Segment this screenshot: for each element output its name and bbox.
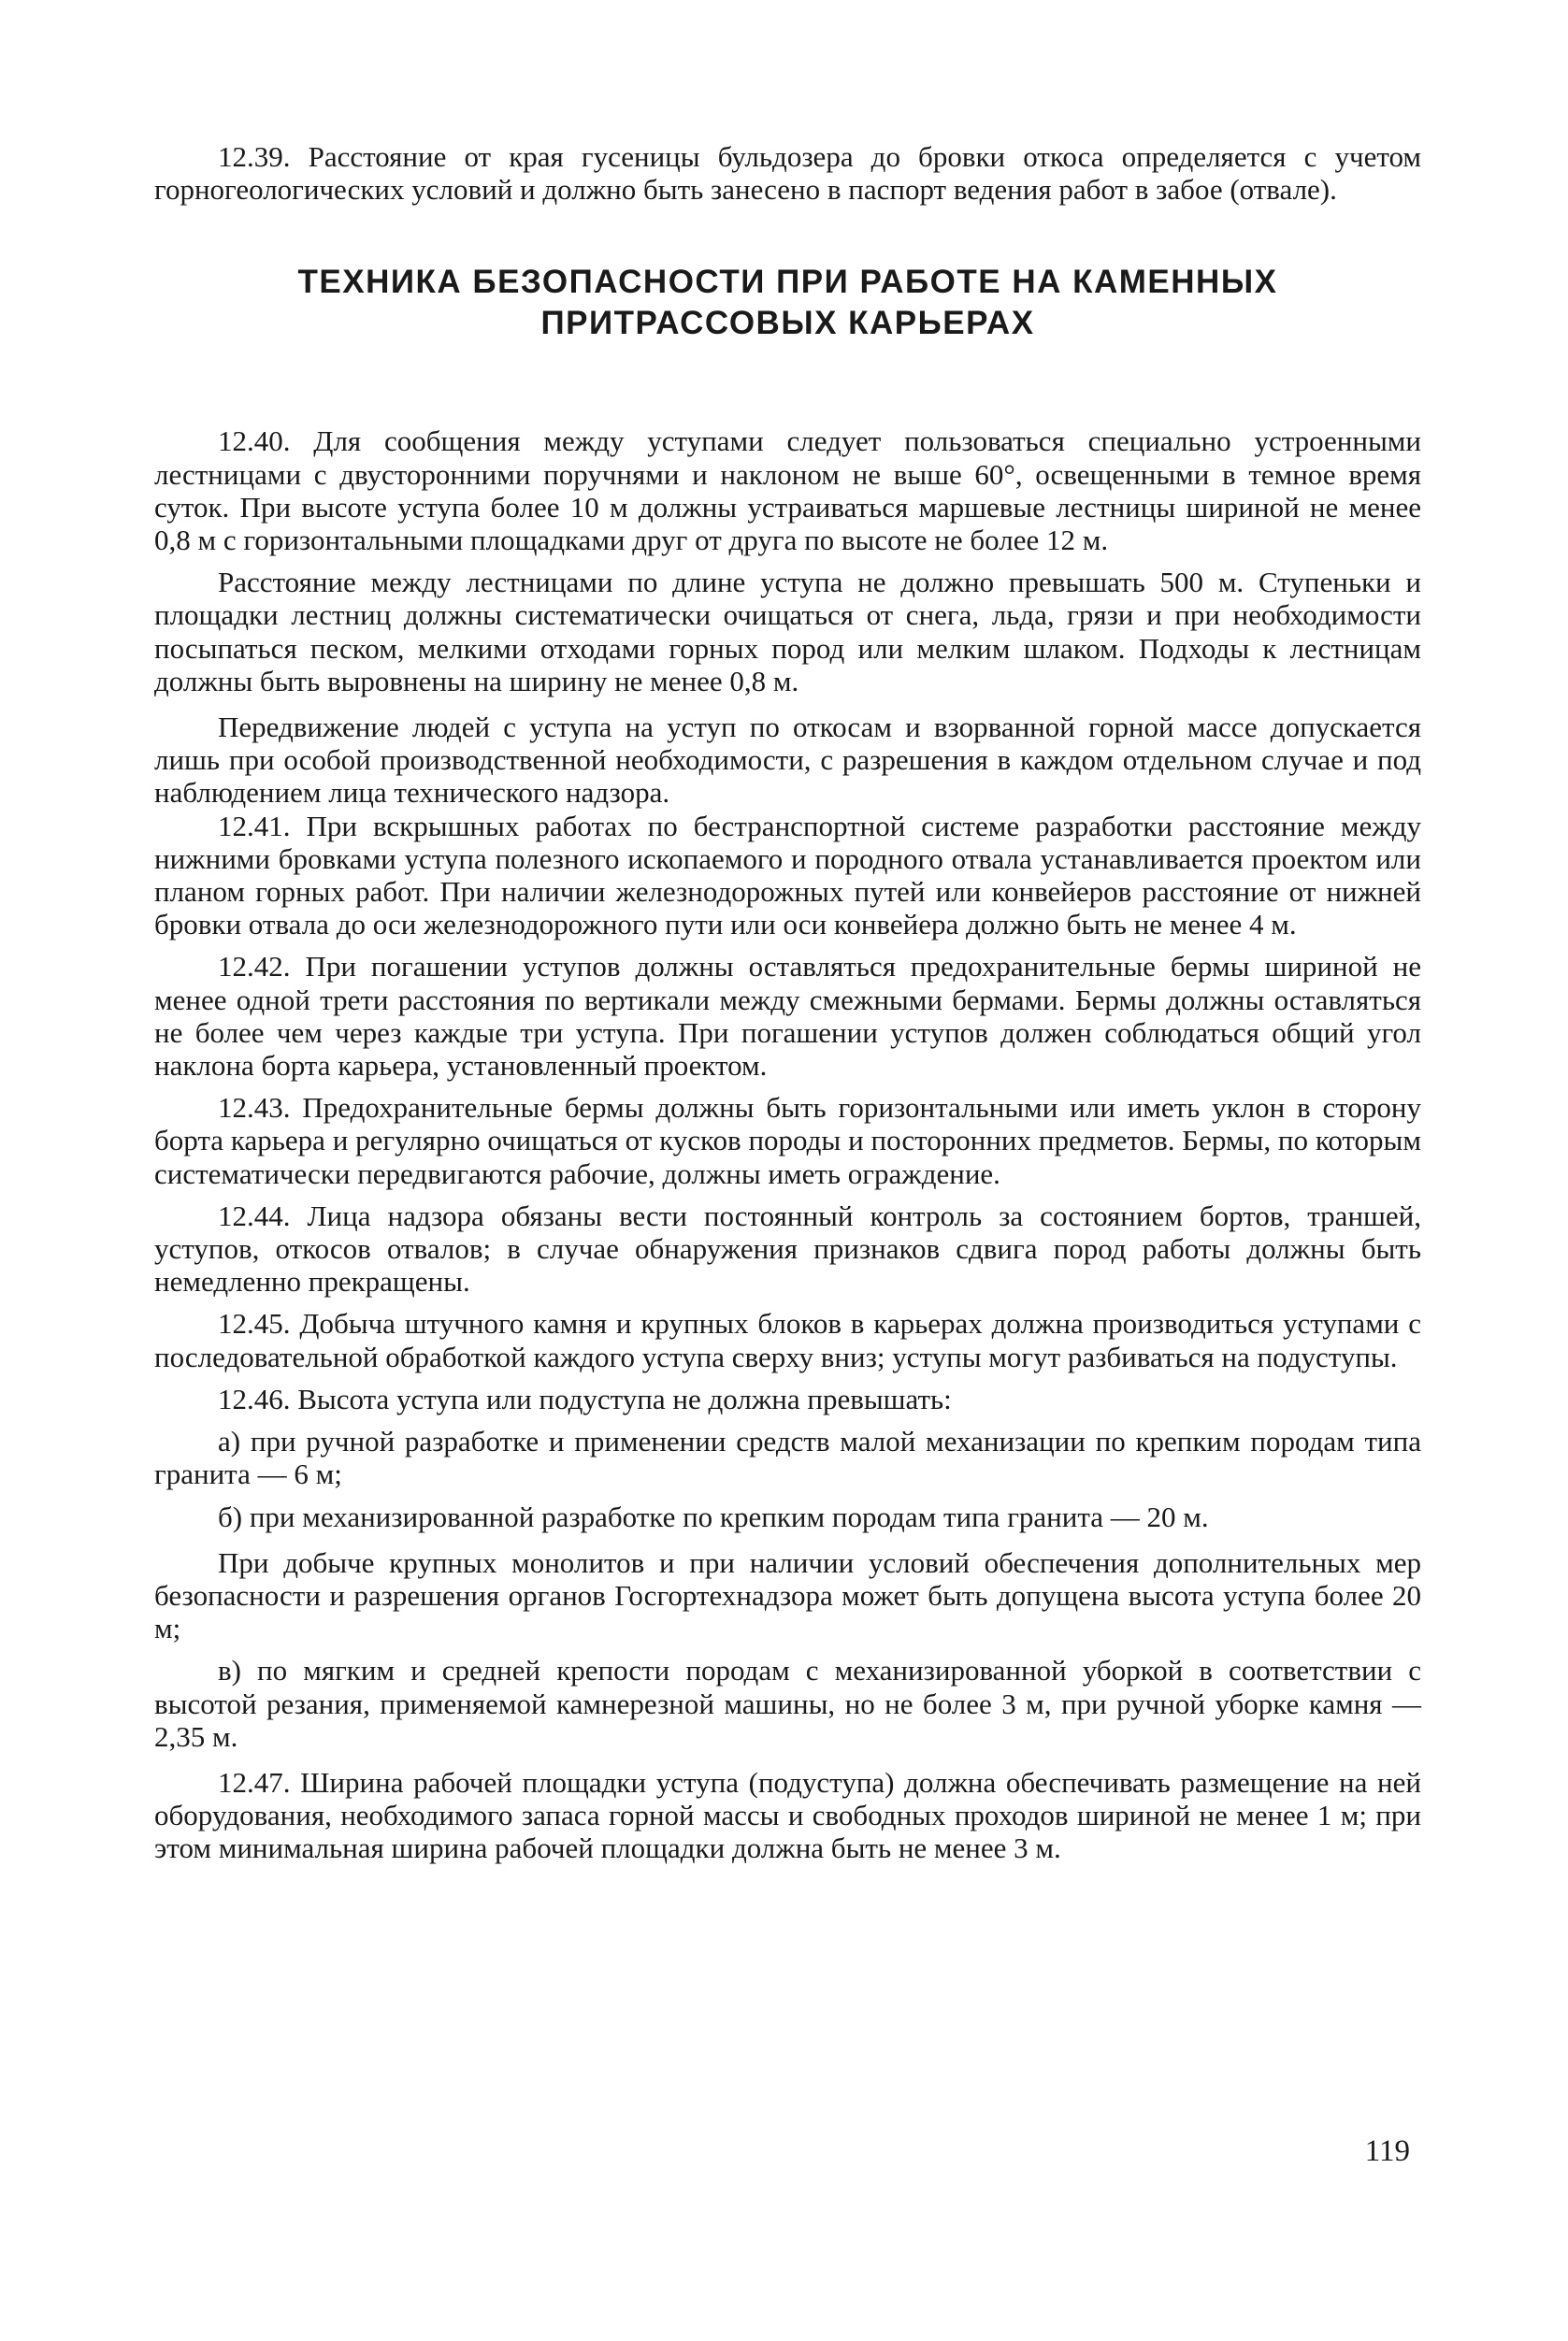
paragraph-12-44: 12.44. Лица надзора обязаны вести постоянный контроль за состоянием бортов, траншей, уступов, откосов отвалов; в случае обнаружения признаков сдвига пород работы должны быть немедленно прекращены.: [154, 1199, 1421, 1299]
paragraph-12-42: 12.42. При погашении уступов должны оставляться предохранительные бермы шириной не менее одной трети расстояния по вертикали между смежными бермами. Бермы должны оставляться не более чем через каждые три уступа. При погашении уступов должен соблюдаться общий угол наклона борта карьера, установленный проектом.: [154, 950, 1421, 1083]
paragraph-12-45: 12.45. Добыча штучного камня и крупных блоков в карьерах должна производиться уступами с последовательной обработкой каждого уступа сверху вниз; уступы могут разбиваться на подуступы.: [154, 1307, 1421, 1373]
paragraph-12-47: 12.47. Ширина рабочей площадки уступа (подуступа) должна обеспечивать размещение на ней оборудования, необходимого запаса горной массы и свободных проходов шириной не менее 1 м; при этом минимальная ширина рабочей площадки должна быть не менее 3 м.: [154, 1765, 1421, 1865]
section-heading: [154, 262, 1421, 344]
paragraph-monoliths: При добыче крупных монолитов и при наличии условий обеспечения дополнительных мер безопасности и разрешения органов Госгортехнадзора может быть допущена высота уступа более 20 м;: [154, 1545, 1421, 1645]
paragraph-12-41: 12.41. При вскрышных работах по бестранспортной системе разработки расстояние между нижними бровками уступа полезного ископаемого и породного отвала устанавливается проектом или планом горных работ. При наличии железнодорожных путей или конвейеров расстояние от нижней бровки отвала до оси железнодорожного пути или оси конвейера должно быть не менее 4 м.: [154, 809, 1421, 941]
paragraph-12-40: 12.40. Для сообщения между уступами следует пользоваться специально устроенными лестницами с двусторонними поручнями и наклоном не выше 60°, освещенными в темное время суток. При высоте уступа более 10 м должны устраиваться маршевые лестницы шириной не менее 0,8 м с горизонтальными площадками друг от друга по высоте не более 12 м.: [154, 424, 1421, 557]
paragraph-people-movement: Передвижение людей с уступа на уступ по откосам и взорванной горной массе допускается лишь при особой производственной необходимости, с разрешения в каждом отдельном случае и под наблюдением лица технического надзора.: [154, 711, 1421, 810]
document-page: [154, 140, 1421, 1865]
list-item-b: б) при механизированной разработке по крепким породам типа гранита — 20 м.: [218, 1500, 1209, 1533]
paragraph-12-39: 12.39. Расстояние от края гусеницы бульдозера до бровки откоса определяется с учетом горногеологических условий и должно быть занесено в паспорт ведения работ в забое (отвале).: [154, 140, 1421, 207]
section-heading-line-2: ПРИТРАССОВЫХ КАРЬЕРАХ: [540, 305, 1035, 342]
paragraph-12-43: 12.43. Предохранительные бермы должны быть горизонтальными или иметь уклон в сторону борта карьера и регулярно очищаться от кусков породы и посторонних предметов. Бермы, по которым систематически передвигаются рабочие, должны иметь ограждение.: [154, 1091, 1421, 1190]
page-number: 119: [1364, 2134, 1410, 2168]
paragraph-12-46: 12.46. Высота уступа или подуступа не должна превышать:: [218, 1382, 952, 1415]
section-heading-line-1: ТЕХНИКА БЕЗОПАСНОСТИ ПРИ РАБОТЕ НА КАМЕННЫХ: [297, 264, 1278, 301]
paragraph-ladder-distance: Расстояние между лестницами по длине уступа не должно превышать 500 м. Ступеньки и площадки лестниц должны систематически очищаться от снега, льда, грязи и при необходимости посыпаться песком, мелкими отходами горных пород или мелким шлаком. Подходы к лестницам должны быть выровнены на ширину не менее 0,8 м.: [154, 566, 1421, 697]
list-item-v: в) по мягким и средней крепости породам с механизированной уборкой в соответствии с высотой резания, применяемой камнерезной машины, но не более 3 м, при ручной уборке камня — 2,35 м.: [154, 1654, 1421, 1753]
list-item-a: а) при ручной разработке и применении средств малой механизации по крепким породам типа гранита — 6 м;: [154, 1425, 1421, 1491]
